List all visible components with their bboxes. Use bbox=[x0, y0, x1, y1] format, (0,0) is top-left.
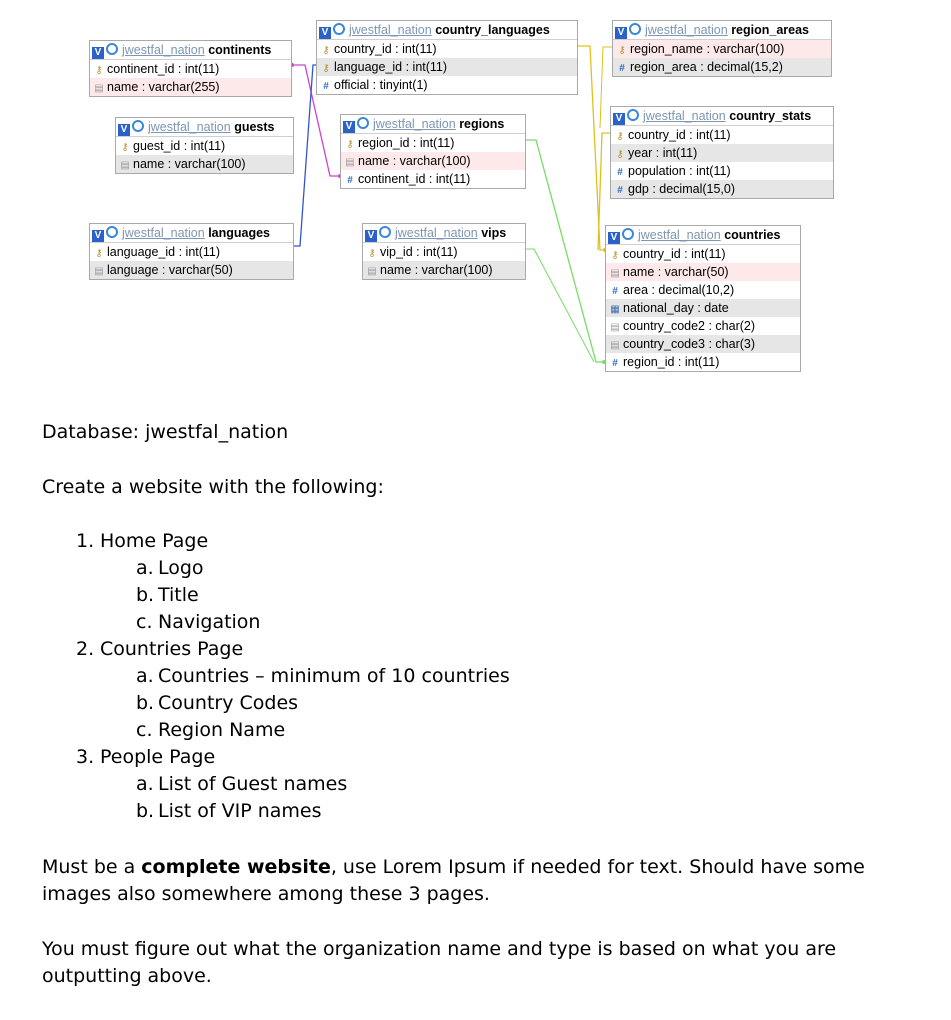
field-row bbox=[116, 137, 293, 155]
field-row bbox=[606, 317, 800, 335]
relation-regions-countries bbox=[525, 140, 604, 362]
key-icon: ⚷ bbox=[346, 139, 354, 150]
table-vips[interactable] bbox=[362, 223, 526, 280]
number-field-icon: # bbox=[617, 185, 623, 196]
field-label: vip_id : int(11) bbox=[380, 245, 458, 259]
field-row bbox=[606, 281, 800, 299]
table-header[interactable] bbox=[606, 226, 800, 245]
requirements-note bbox=[42, 854, 922, 908]
table-header[interactable] bbox=[116, 118, 293, 137]
requirements-list bbox=[42, 528, 922, 825]
note-bold: complete website bbox=[141, 856, 331, 878]
list-label: People Page bbox=[100, 746, 216, 768]
relation-vips bbox=[525, 249, 594, 362]
field-row bbox=[90, 243, 293, 261]
key-icon: ⚷ bbox=[611, 250, 619, 261]
database-name[interactable]: jwestfal_nation bbox=[643, 109, 726, 123]
list-label: Home Page bbox=[100, 530, 209, 552]
field-label: area : decimal(10,2) bbox=[623, 283, 735, 297]
field-label: gdp : decimal(15,0) bbox=[628, 182, 736, 196]
text-field-icon: ▤ bbox=[345, 157, 355, 168]
table-v-icon: V bbox=[365, 230, 377, 242]
table-header[interactable] bbox=[317, 21, 577, 40]
table-v-icon: V bbox=[118, 124, 130, 136]
list-label: Countries Page bbox=[100, 638, 244, 660]
field-row bbox=[90, 261, 293, 279]
table-name: country_languages bbox=[435, 23, 550, 37]
field-label: name : varchar(50) bbox=[623, 265, 729, 279]
number-field-icon: # bbox=[323, 81, 329, 92]
text-field-icon: ▤ bbox=[610, 322, 620, 333]
key-icon: ⚷ bbox=[95, 65, 103, 76]
database-name[interactable]: jwestfal_nation bbox=[645, 23, 728, 37]
database-name[interactable]: jwestfal_nation bbox=[373, 117, 456, 131]
list-item: 1. Home Page a. Logo b. Title c. Navigation bbox=[100, 528, 922, 636]
sub-text: Navigation bbox=[158, 611, 261, 633]
field-row bbox=[341, 170, 525, 188]
sub-list bbox=[100, 663, 922, 744]
field-row bbox=[341, 152, 525, 170]
number-field-icon: # bbox=[612, 286, 618, 297]
gear-icon[interactable] bbox=[629, 23, 641, 35]
table-v-icon: V bbox=[615, 27, 627, 39]
sub-text: List of VIP names bbox=[158, 800, 322, 822]
table-name: regions bbox=[459, 117, 505, 131]
closing-note: You must figure out what the organization name and type is based on what you are outputting above. bbox=[42, 938, 837, 987]
field-row bbox=[90, 60, 291, 78]
gear-icon[interactable] bbox=[622, 228, 634, 240]
field-label: region_id : int(11) bbox=[358, 136, 455, 150]
sub-text: Title bbox=[158, 584, 199, 606]
table-header[interactable] bbox=[341, 115, 525, 134]
gear-icon[interactable] bbox=[627, 109, 639, 121]
table-header[interactable] bbox=[611, 107, 833, 126]
database-name[interactable]: jwestfal_nation bbox=[122, 226, 205, 240]
field-label: continent_id : int(11) bbox=[358, 172, 471, 186]
field-row bbox=[317, 40, 577, 58]
field-row bbox=[613, 40, 831, 58]
field-row bbox=[606, 299, 800, 317]
sub-item: a. Logo bbox=[136, 557, 204, 579]
gear-icon[interactable] bbox=[106, 43, 118, 55]
key-icon: ⚷ bbox=[322, 45, 330, 56]
field-label: country_id : int(11) bbox=[623, 247, 726, 261]
field-label: country_id : int(11) bbox=[334, 42, 437, 56]
list-item: 3. People Page a. List of Guest names b. List of VIP names bbox=[100, 744, 922, 825]
table-header[interactable] bbox=[90, 224, 293, 243]
table-v-icon: V bbox=[343, 121, 355, 133]
table-country-languages[interactable] bbox=[316, 20, 578, 95]
key-icon: ⚷ bbox=[368, 248, 376, 259]
intro-text: Create a website with the following: bbox=[42, 476, 384, 498]
field-label: country_code3 : char(3) bbox=[623, 337, 756, 351]
field-label: language_id : int(11) bbox=[107, 245, 221, 259]
sub-text: Region Name bbox=[158, 719, 286, 741]
field-label: language_id : int(11) bbox=[334, 60, 448, 74]
table-languages[interactable] bbox=[89, 223, 294, 280]
table-v-icon: V bbox=[319, 27, 331, 39]
table-v-icon: V bbox=[92, 47, 104, 59]
database-name[interactable]: jwestfal_nation bbox=[148, 120, 231, 134]
field-row bbox=[611, 144, 833, 162]
database-name[interactable]: jwestfal_nation bbox=[122, 43, 205, 57]
database-name[interactable]: jwestfal_nation bbox=[395, 226, 478, 240]
key-icon: ⚷ bbox=[95, 248, 103, 259]
table-header[interactable] bbox=[613, 21, 831, 40]
field-row bbox=[606, 245, 800, 263]
field-row bbox=[613, 58, 831, 76]
number-field-icon: # bbox=[617, 167, 623, 178]
field-label: country_code2 : char(2) bbox=[623, 319, 756, 333]
date-field-icon: ▦ bbox=[610, 304, 620, 315]
sub-list bbox=[100, 555, 922, 636]
field-label: national_day : date bbox=[623, 301, 729, 315]
field-row bbox=[611, 180, 833, 198]
table-name: continents bbox=[208, 43, 272, 57]
table-header[interactable] bbox=[90, 41, 291, 60]
table-country-stats[interactable] bbox=[610, 106, 834, 199]
table-guests[interactable] bbox=[115, 117, 294, 174]
table-name: vips bbox=[481, 226, 507, 240]
number-field-icon: # bbox=[619, 63, 625, 74]
field-row bbox=[317, 76, 577, 94]
field-label: year : int(11) bbox=[628, 146, 698, 160]
sub-text: List of Guest names bbox=[158, 773, 348, 795]
note-prefix: Must be a bbox=[42, 856, 142, 878]
gear-icon[interactable] bbox=[333, 23, 345, 35]
table-name: countries bbox=[724, 228, 781, 242]
field-label: language : varchar(50) bbox=[107, 263, 233, 277]
relation-country-languages-countries bbox=[576, 46, 605, 250]
field-row bbox=[363, 261, 525, 279]
table-regions[interactable] bbox=[340, 114, 526, 189]
gear-icon[interactable] bbox=[106, 226, 118, 238]
field-row bbox=[611, 126, 833, 144]
table-v-icon: V bbox=[608, 232, 620, 244]
text-field-icon: ▤ bbox=[610, 340, 620, 351]
table-region-areas[interactable] bbox=[612, 20, 832, 77]
field-row bbox=[611, 162, 833, 180]
key-icon: ⚷ bbox=[616, 149, 624, 160]
table-name: country_stats bbox=[729, 109, 812, 123]
list-item: 2. Countries Page a. Countries – minimum of 10 countries b. Country Codes c. Region Name bbox=[100, 636, 922, 744]
table-name: languages bbox=[208, 226, 271, 240]
field-label: name : varchar(100) bbox=[380, 263, 493, 277]
sub-text: Country Codes bbox=[158, 692, 299, 714]
field-label: region_name : varchar(100) bbox=[630, 42, 785, 56]
field-label: region_area : decimal(15,2) bbox=[630, 60, 783, 74]
sub-item: a. List of Guest names bbox=[136, 773, 348, 795]
sub-item: b. List of VIP names bbox=[136, 800, 322, 822]
table-name: guests bbox=[234, 120, 275, 134]
sub-item: c. Region Name bbox=[136, 719, 286, 741]
sub-item: b. Title bbox=[136, 584, 199, 606]
table-countries[interactable] bbox=[605, 225, 801, 372]
number-field-icon: # bbox=[612, 358, 618, 369]
field-row bbox=[116, 155, 293, 173]
field-label: guest_id : int(11) bbox=[133, 139, 226, 153]
sub-item: a. Countries – minimum of 10 countries bbox=[136, 665, 510, 687]
sub-text: Logo bbox=[158, 557, 204, 579]
sub-list bbox=[100, 771, 922, 825]
field-label: country_id : int(11) bbox=[628, 128, 731, 142]
field-row bbox=[606, 263, 800, 281]
database-line: Database: jwestfal_nation bbox=[42, 421, 289, 443]
field-row bbox=[317, 58, 577, 76]
field-label: official : tinyint(1) bbox=[334, 78, 428, 92]
sub-item: c. Navigation bbox=[136, 611, 261, 633]
text-field-icon: ▤ bbox=[610, 268, 620, 279]
text-field-icon: ▤ bbox=[120, 160, 130, 171]
key-icon: ⚷ bbox=[322, 63, 330, 74]
database-name[interactable]: jwestfal_nation bbox=[638, 228, 721, 242]
table-v-icon: V bbox=[92, 230, 104, 242]
text-field-icon: ▤ bbox=[367, 266, 377, 277]
gear-icon[interactable] bbox=[132, 120, 144, 132]
key-icon: ⚷ bbox=[616, 131, 624, 142]
text-field-icon: ▤ bbox=[94, 266, 104, 277]
gear-icon[interactable] bbox=[379, 226, 391, 238]
field-row bbox=[606, 353, 800, 371]
key-icon: ⚷ bbox=[121, 142, 129, 153]
note-suffix: , use Lorem Ipsum if needed for text. Should have some images also somewhere among these 3 pages. bbox=[42, 856, 865, 905]
number-field-icon: # bbox=[347, 175, 353, 186]
table-v-icon: V bbox=[613, 113, 625, 125]
field-row bbox=[90, 78, 291, 96]
assignment-document bbox=[42, 413, 922, 990]
gear-icon[interactable] bbox=[357, 117, 369, 129]
field-row bbox=[341, 134, 525, 152]
field-row bbox=[606, 335, 800, 353]
sub-item: b. Country Codes bbox=[136, 692, 299, 714]
field-label: region_id : int(11) bbox=[623, 355, 720, 369]
sub-text: Countries – minimum of 10 countries bbox=[158, 665, 510, 687]
key-icon: ⚷ bbox=[618, 45, 626, 56]
field-row bbox=[363, 243, 525, 261]
text-field-icon: ▤ bbox=[94, 83, 104, 94]
table-header[interactable] bbox=[363, 224, 525, 243]
table-continents[interactable] bbox=[89, 40, 292, 97]
database-name[interactable]: jwestfal_nation bbox=[349, 23, 432, 37]
field-label: population : int(11) bbox=[628, 164, 731, 178]
field-label: name : varchar(100) bbox=[133, 157, 246, 171]
field-label: name : varchar(255) bbox=[107, 80, 220, 94]
field-label: continent_id : int(11) bbox=[107, 62, 220, 76]
er-diagram bbox=[0, 0, 951, 390]
field-label: name : varchar(100) bbox=[358, 154, 471, 168]
table-name: region_areas bbox=[731, 23, 810, 37]
